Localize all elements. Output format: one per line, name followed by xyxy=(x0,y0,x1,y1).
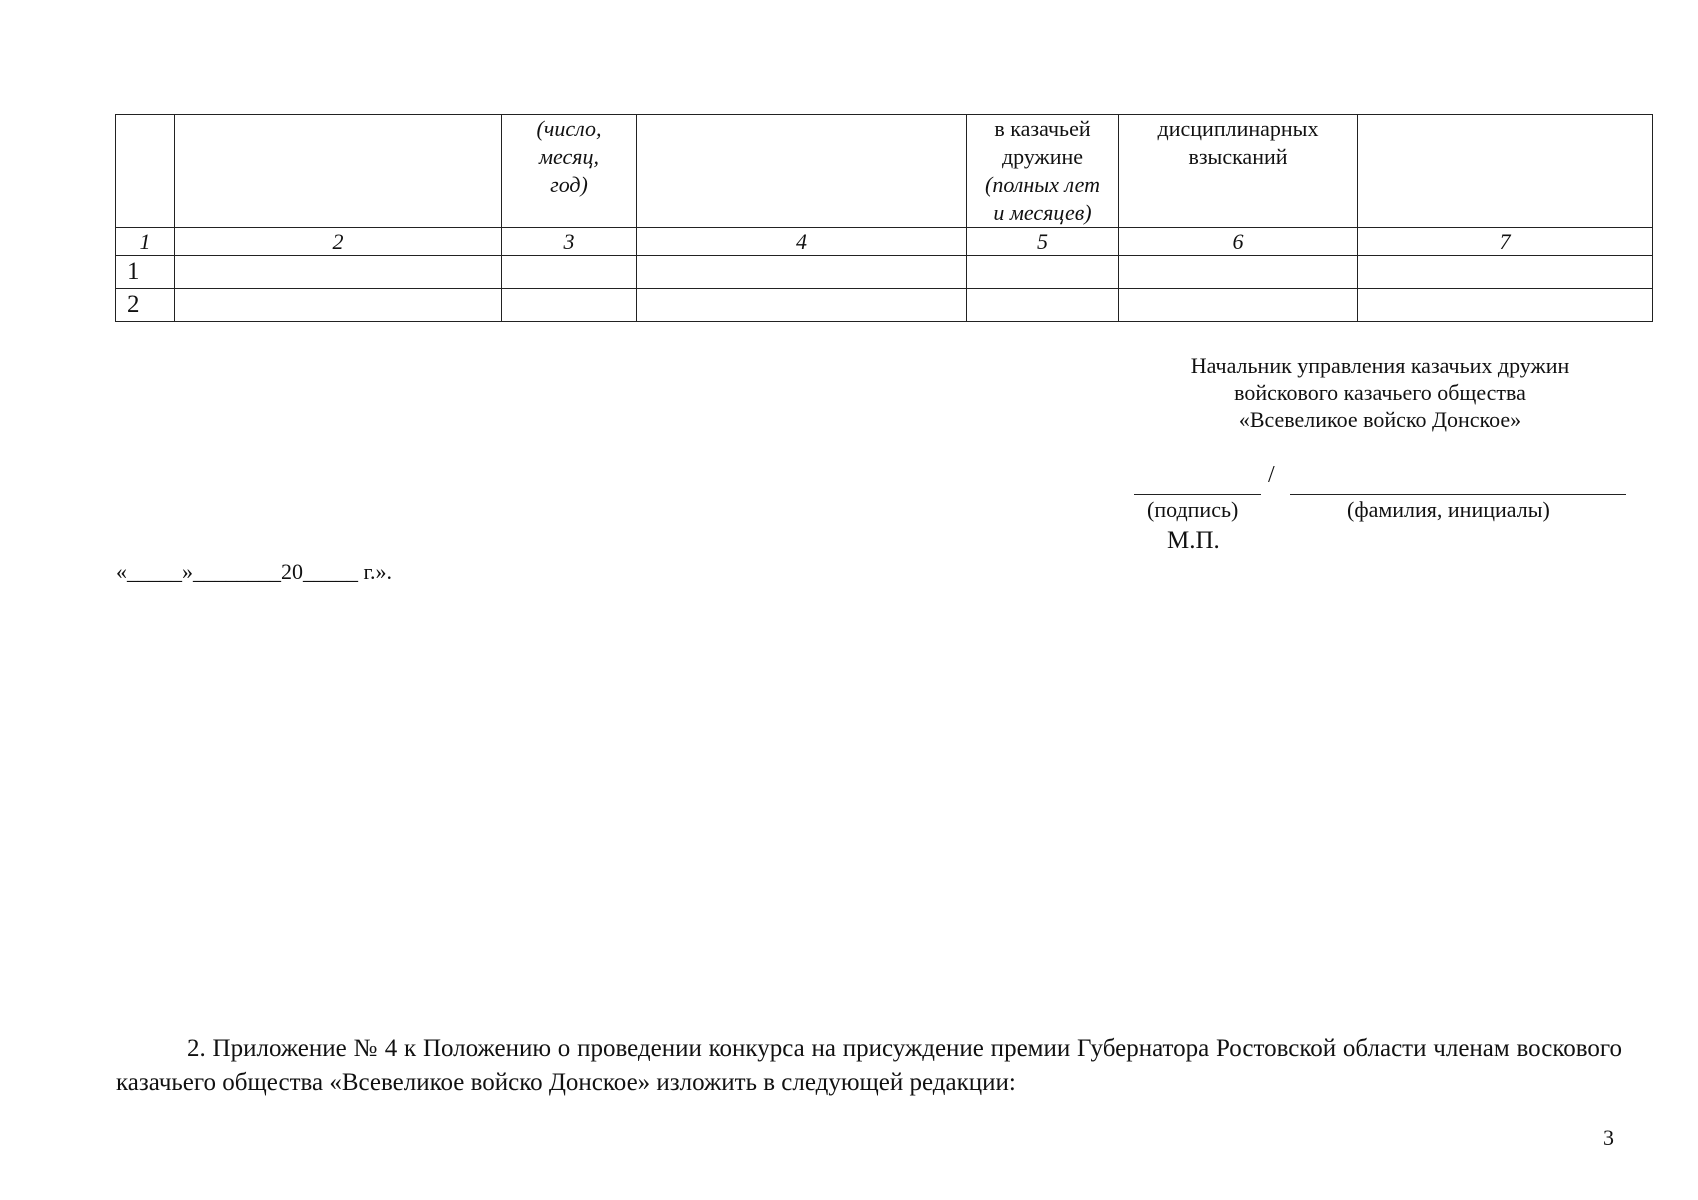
signatory-line: войскового казачьего общества xyxy=(1234,380,1526,405)
award-form-table xyxy=(115,114,1653,322)
column-number: 7 xyxy=(1358,228,1653,256)
table-cell xyxy=(967,256,1119,289)
header-cell-6 xyxy=(1119,115,1358,228)
header-cell-1 xyxy=(116,115,175,228)
table-header-row xyxy=(116,115,1653,228)
signatory-title xyxy=(1140,352,1620,433)
page-number: 3 xyxy=(1603,1125,1614,1150)
table-row xyxy=(116,256,1653,289)
header-service-length xyxy=(967,115,1118,227)
table-cell xyxy=(175,256,502,289)
table-cell xyxy=(967,289,1119,322)
header-cell-7 xyxy=(1358,115,1653,228)
header-text-line: дружине xyxy=(1001,144,1084,169)
table-cell xyxy=(1119,289,1358,322)
amendment-paragraph: 2. Приложение № 4 к Положению о проведении конкурса на присуждение премии Губернатора Ростовской области членам воскового казачьего общества «Всевеликое войско Донское» изложить в следующей редакции: xyxy=(116,1035,1622,1096)
column-number: 2 xyxy=(175,228,502,256)
signature-caption: (подпись) xyxy=(1147,497,1239,522)
header-cell-4 xyxy=(637,115,967,228)
header-cell-3 xyxy=(502,115,637,228)
column-number-row xyxy=(116,228,1653,256)
header-date-format: (число, месяц, год) xyxy=(536,116,602,197)
column-number: 3 xyxy=(502,228,637,256)
row-number: 1 xyxy=(116,256,175,289)
header-text-line: и месяцев) xyxy=(993,200,1092,225)
table-cell xyxy=(175,289,502,322)
table-cell xyxy=(1358,256,1653,289)
date-line: «_____»________20_____ г.». xyxy=(116,559,393,584)
header-cell-5 xyxy=(967,115,1119,228)
stamp-place-label: М.П. xyxy=(1167,527,1220,554)
table-cell xyxy=(502,256,637,289)
name-blank-line xyxy=(1290,494,1626,495)
header-text-line: в казачьей xyxy=(994,116,1091,141)
column-number: 6 xyxy=(1119,228,1358,256)
signatory-line: Начальник управления казачьих дружин xyxy=(1190,353,1570,378)
column-number: 5 xyxy=(967,228,1119,256)
header-disciplinary: дисциплинарных взысканий xyxy=(1157,116,1319,169)
signatory-line: «Всевеликое войско Донское» xyxy=(1238,407,1522,432)
table-cell xyxy=(1358,289,1653,322)
name-caption: (фамилия, инициалы) xyxy=(1347,497,1550,522)
signature-blank-line xyxy=(1134,494,1261,495)
table-cell xyxy=(502,289,637,322)
signature-separator: / xyxy=(1268,462,1275,488)
row-number: 2 xyxy=(116,289,175,322)
header-cell-2 xyxy=(175,115,502,228)
table-cell xyxy=(637,289,967,322)
column-number: 1 xyxy=(116,228,175,256)
header-text-line: (полных лет xyxy=(985,172,1100,197)
table-cell xyxy=(1119,256,1358,289)
column-number: 4 xyxy=(637,228,967,256)
table-row xyxy=(116,289,1653,322)
table-cell xyxy=(637,256,967,289)
